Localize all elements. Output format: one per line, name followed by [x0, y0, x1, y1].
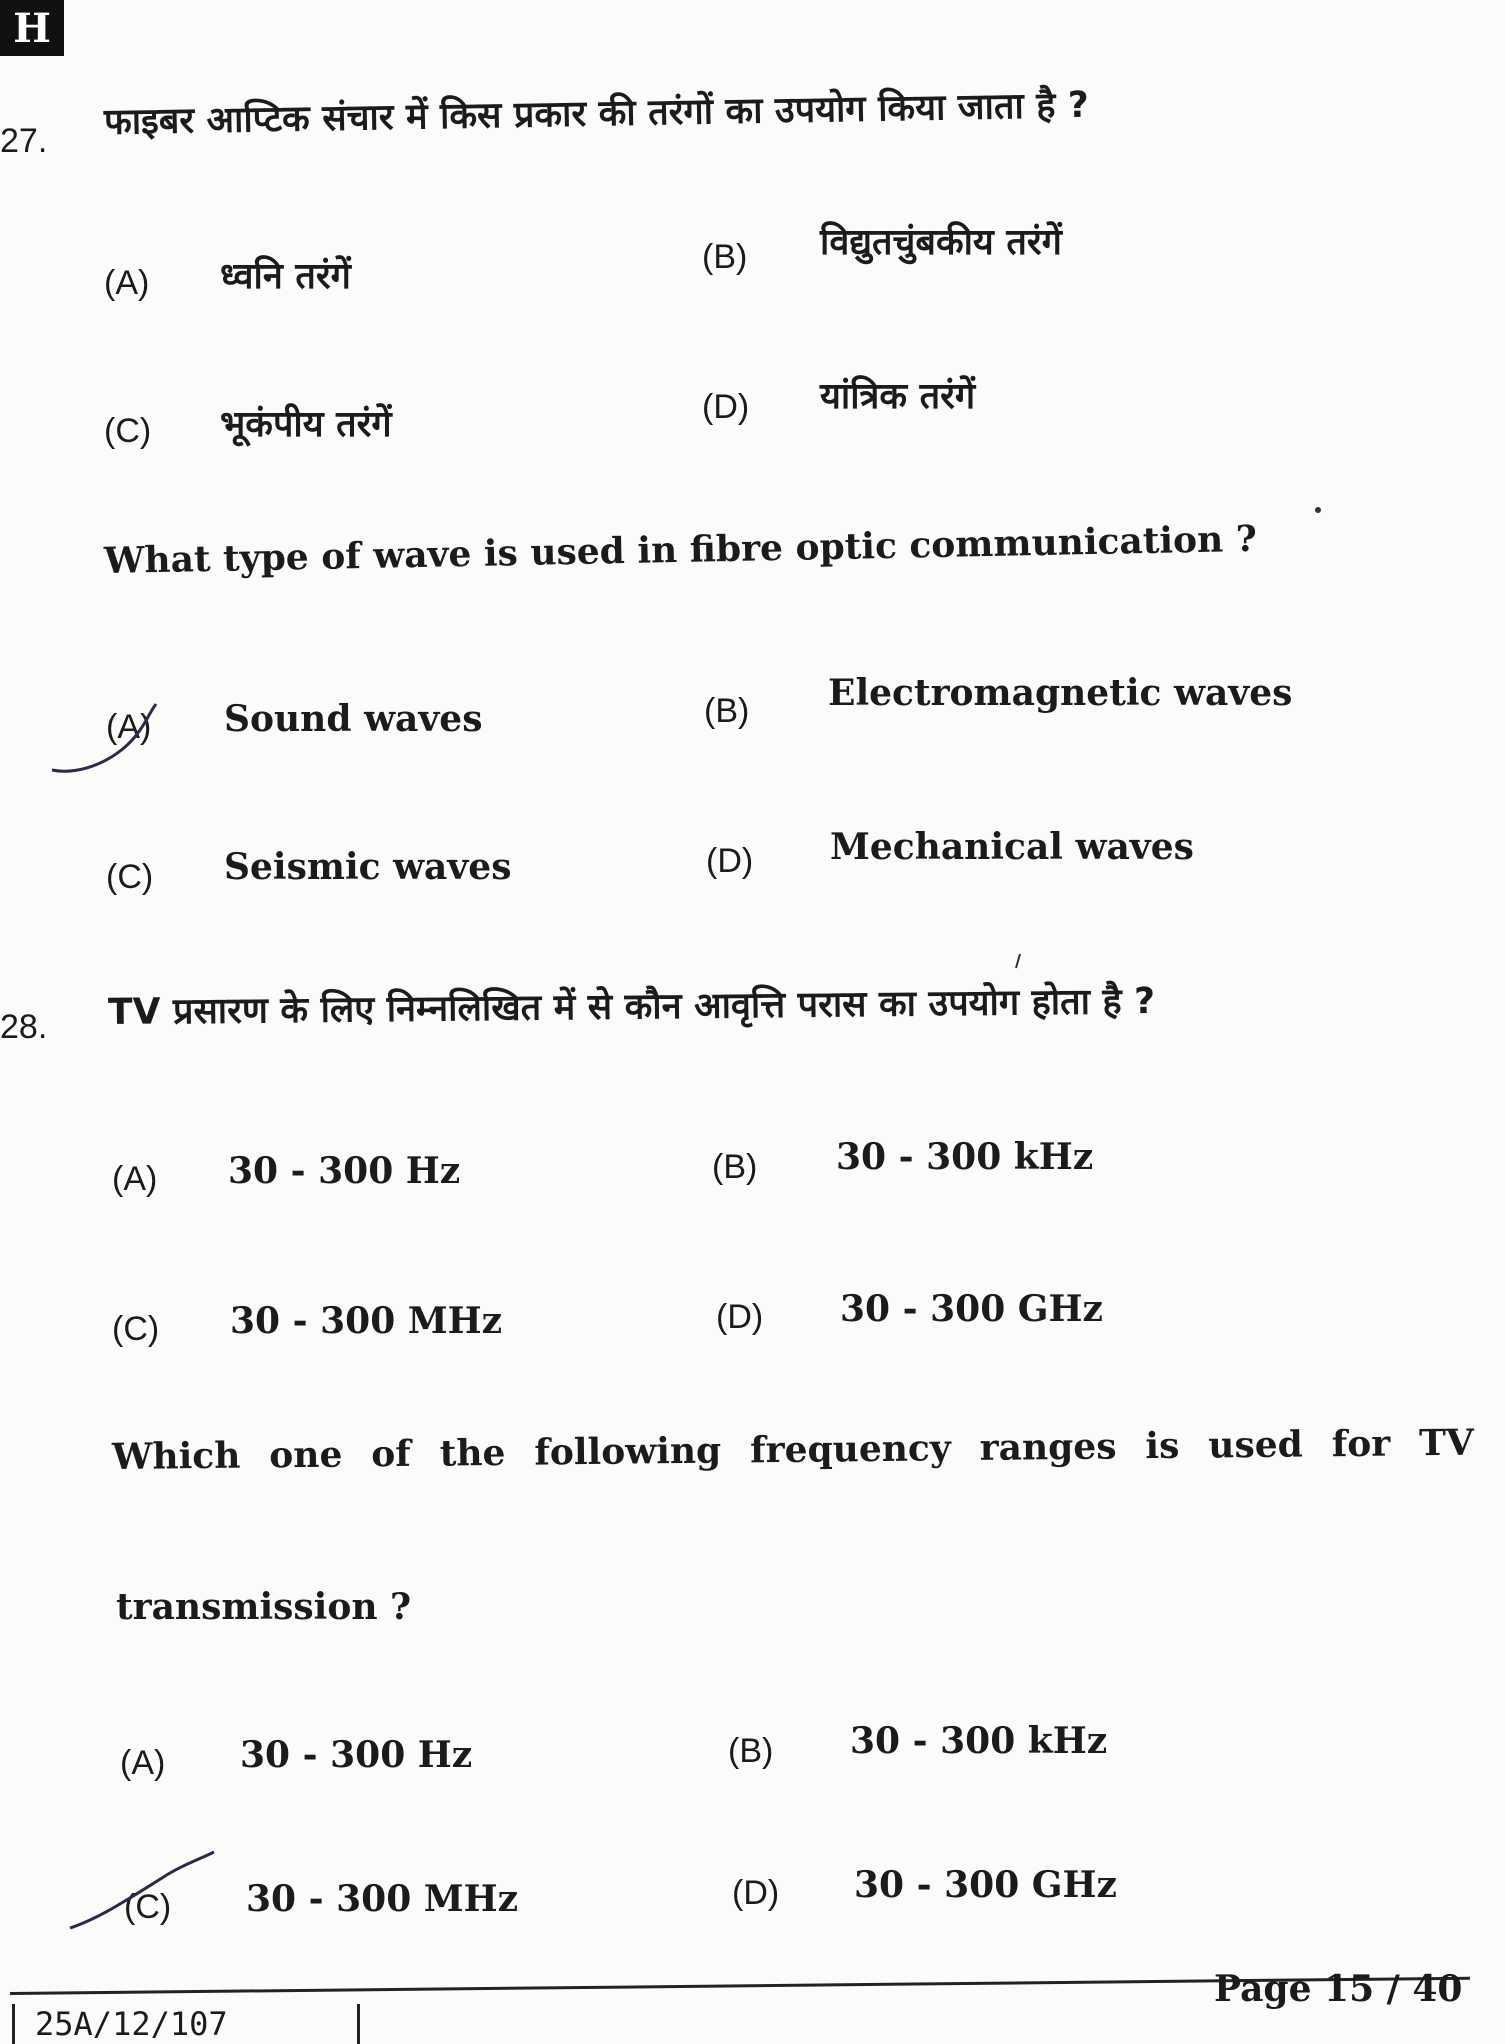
option-label-hindi-d: (D)	[716, 1298, 764, 1336]
paper-code: 25A/12/107	[12, 2004, 360, 2044]
option-text-hindi-a: ध्वनि तरंगें	[220, 256, 351, 297]
option-text-english-d: Mechanical waves	[830, 826, 1194, 868]
option-label-english-a: (A)	[120, 1744, 166, 1782]
word: the	[439, 1431, 506, 1475]
option-label-english-c: (C)	[106, 858, 154, 896]
question-text-hindi: TV प्रसारण के लिए निम्नलिखित में से कौन आवृत्ति परास का उपयोग होता है ?	[107, 981, 1156, 1033]
word: is	[1145, 1424, 1180, 1468]
option-text-hindi-a: 30 - 300 Hz	[228, 1150, 461, 1192]
option-text-english-c: 30 - 300 MHz	[246, 1878, 519, 1920]
option-label-hindi-b: (B)	[702, 238, 748, 276]
option-label-hindi-c: (C)	[112, 1310, 160, 1348]
option-text-english-b: 30 - 300 kHz	[850, 1720, 1108, 1762]
option-text-english-a: Sound waves	[224, 698, 483, 740]
option-text-hindi-c: भूकंपीय तरंगें	[220, 404, 392, 445]
option-label-hindi-b: (B)	[712, 1148, 758, 1186]
stray-mark	[1016, 954, 1020, 968]
page-number: Page 15 / 40	[1214, 1968, 1463, 2010]
word: TV	[1418, 1421, 1475, 1465]
word: used	[1208, 1423, 1304, 1467]
option-label-hindi-d: (D)	[702, 388, 750, 426]
question-text-hindi: फाइबर आप्टिक संचार में किस प्रकार की तरंगों का उपयोग किया जाता है ?	[103, 84, 1090, 143]
question-number: 28.	[0, 1008, 48, 1046]
question-text-english-line2: transmission ?	[116, 1586, 412, 1628]
option-text-hindi-c: 30 - 300 MHz	[230, 1300, 503, 1342]
option-label-english-d: (D)	[706, 842, 754, 880]
option-text-english-b: Electromagnetic waves	[828, 672, 1293, 714]
word: one	[269, 1433, 343, 1477]
option-label-english-b: (B)	[728, 1732, 774, 1770]
word: for	[1331, 1422, 1391, 1466]
option-label-english-a: (A)	[106, 708, 152, 746]
word: of	[371, 1432, 412, 1476]
option-text-hindi-b: 30 - 300 kHz	[836, 1136, 1094, 1178]
option-label-hindi-c: (C)	[104, 412, 152, 450]
option-text-hindi-d: यांत्रिक तरंगें	[820, 376, 976, 417]
word: frequency	[749, 1427, 951, 1472]
option-label-english-c: (C)	[124, 1888, 172, 1926]
word: ranges	[979, 1425, 1117, 1469]
option-text-english-a: 30 - 300 Hz	[240, 1734, 473, 1776]
option-label-english-d: (D)	[732, 1874, 780, 1912]
option-label-hindi-a: (A)	[112, 1160, 158, 1198]
option-text-hindi-d: 30 - 300 GHz	[840, 1288, 1103, 1330]
word: following	[534, 1429, 722, 1474]
question-number: 27.	[0, 122, 48, 160]
option-label-hindi-a: (A)	[104, 264, 150, 302]
question-text-english: What type of wave is used in fibre optic communication ?	[103, 517, 1258, 582]
section-badge: H	[0, 0, 64, 56]
option-text-english-d: 30 - 300 GHz	[854, 1864, 1117, 1906]
option-text-english-c: Seismic waves	[224, 846, 512, 888]
word: Which	[111, 1434, 241, 1478]
option-label-english-b: (B)	[704, 692, 750, 730]
tick-mark-q28	[70, 1852, 214, 1928]
tick-mark-q27	[52, 704, 156, 771]
stray-dot	[1315, 507, 1321, 513]
option-text-hindi-b: विद्युतचुंबकीय तरंगें	[820, 222, 1062, 263]
